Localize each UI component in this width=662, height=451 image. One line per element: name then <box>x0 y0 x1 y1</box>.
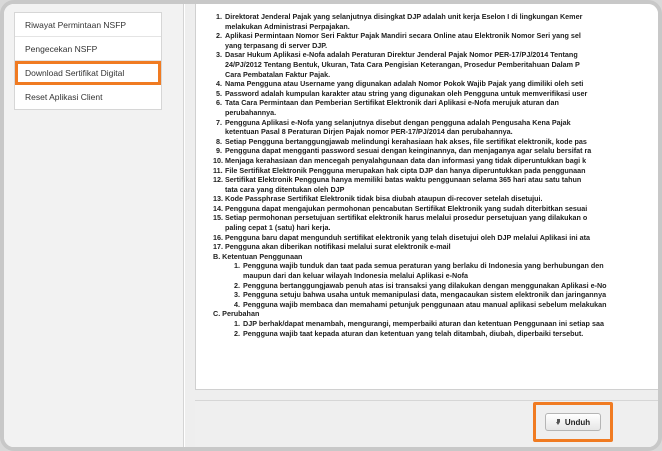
sidebar <box>4 4 184 451</box>
download-icon <box>556 419 561 425</box>
sidebar-item-reset-aplikasi-client[interactable]: Reset Aplikasi Client <box>25 92 103 102</box>
terms-line-text: 24/PJ/2012 Tentang Bentuk, Ukuran, Tata Cara Pengisian Keterangan, Prosedur Pemberitahuan Dalam P <box>225 59 580 69</box>
terms-line-text: Pengguna dapat mengajukan permohonan pencabutan Sertifikat Elektronik yang sudah diterbitkan sesuai <box>225 203 588 213</box>
section-heading <box>213 309 662 319</box>
terms-line-text: perubahannya. <box>225 107 277 117</box>
terms-line-text: Pengguna Aplikasi e-Nofa yang selanjutnya disebut dengan pengguna adalah Pengusaha Kena Pajak <box>225 117 571 127</box>
terms-line <box>213 70 662 80</box>
sidebar-item-pengecekan-nsfp[interactable]: Pengecekan NSFP <box>15 37 161 61</box>
terms-line <box>213 194 662 204</box>
terms-line <box>213 118 662 128</box>
terms-line-text: Tata Cara Permintaan dan Pemberian Sertifikat Elektronik dari Aplikasi e-Nofa merujuk aturan dan <box>225 98 559 108</box>
terms-line-text: Menjaga kerahasiaan dan mencegah penyalahgunaan data dan informasi yang tidak diperuntukkan bagi k <box>225 155 587 165</box>
terms-line-text: Pengguna baru dapat mengunduh sertifikat elektronik yang telah disetujui oleh DJP melalui Aplikasi ini ata <box>225 232 591 242</box>
terms-line-number: 17. <box>213 242 223 252</box>
terms-line-number: 14. <box>213 203 223 213</box>
terms-line-text: Sertifikat Elektronik Pengguna hanya memiliki batas waktu penggunaan selama 365 hari atau satu tahun <box>225 175 582 185</box>
terms-line-number: 16. <box>213 232 223 242</box>
terms-line-text: Dasar Hukum Aplikasi e-Nofa adalah Peraturan Direktur Jenderal Pajak Nomor PER-17/PJ/2014 Tentang <box>225 50 578 60</box>
terms-line-text: Direktorat Jenderal Pajak yang selanjutnya disingkat DJP adalah unit kerja Eselon I di lingkungan Kemer <box>225 12 583 21</box>
terms-line <box>213 261 662 271</box>
terms-line <box>213 290 662 300</box>
terms-line-number: 7. <box>216 117 222 127</box>
terms-line-text: melakukan Administrasi Perpajakan. <box>225 21 350 31</box>
terms-line-text: Pengguna bertanggungjawab penuh atas isi transaksi yang dilakukan dengan menggunakan Aplikasi e-No <box>243 280 607 290</box>
sidebar-menu <box>14 12 162 110</box>
terms-line-number: 2. <box>234 328 240 338</box>
download-button-highlight <box>533 402 613 442</box>
terms-line-number: 4. <box>234 299 240 309</box>
terms-line-number: 2. <box>216 31 222 41</box>
terms-line-text: Nama Pengguna atau Username yang digunakan adalah Nomor Pokok Wajib Pajak yang dimiliki oleh seti <box>225 79 584 89</box>
terms-line <box>213 60 662 70</box>
terms-line-number: 4. <box>216 79 222 89</box>
terms-line <box>213 213 662 223</box>
terms-line <box>213 223 662 233</box>
terms-line <box>213 281 662 291</box>
terms-line <box>213 319 662 329</box>
terms-line <box>213 108 662 118</box>
terms-line-number: 10. <box>213 155 223 165</box>
terms-line-number: 8. <box>216 136 222 146</box>
terms-line <box>213 50 662 60</box>
terms-line-number: 9. <box>216 146 222 156</box>
terms-line <box>213 166 662 176</box>
terms-line <box>213 242 662 252</box>
terms-line-text: ketentuan Pasal 8 Peraturan Dirjen Pajak nomor PER-17/PJ/2014 dan perubahannya. <box>225 127 513 137</box>
download-button[interactable] <box>545 413 601 431</box>
terms-line-text: Pengguna wajib membaca dan memahami petunjuk penggunaan atau manual aplikasi sebelum melakukan <box>243 299 607 309</box>
terms-line <box>213 79 662 89</box>
terms-line-number: 6. <box>216 98 222 108</box>
terms-line-text: tata cara yang ditentukan oleh DJP <box>225 184 345 194</box>
terms-line-text: Setiap permohonan persetujuan sertifikat elektronik harus melalui prosedur persetujuan yang dilakukan o <box>225 213 588 223</box>
download-button-label: Unduh <box>564 417 591 427</box>
terms-line-text: Pengguna dapat mengganti password sesuai dengan keinginannya, dan menjaganya agar selalu bersifat ra <box>225 146 592 156</box>
terms-line-text: maupun dari dan keluar wilayah Indonesia melalui Aplikasi e-Nofa <box>243 271 469 281</box>
terms-line-text: yang terpasang di server DJP. <box>225 40 328 50</box>
terms-line <box>213 233 662 243</box>
terms-line-text: Pengguna wajib tunduk dan taat pada semua peraturan yang berlaku di Indonesia yang berhubungan den <box>243 261 604 271</box>
terms-line-text: Pengguna wajib taat kepada aturan dan ketentuan yang telah ditambah, diubah, diperbaiki tersebut. <box>243 328 584 338</box>
terms-line-text: Aplikasi Permintaan Nomor Seri Faktur Pajak Mandiri secara Online atau Elektronik Nomor Seri yang sel <box>225 31 581 41</box>
section-heading <box>213 252 662 262</box>
terms-line <box>213 156 662 166</box>
terms-line <box>213 127 662 137</box>
terms-line-text: Setiap Pengguna bertanggungjawab melindungi kerahasiaan hak akses, file sertifikat elektronik, kode pas <box>225 136 587 146</box>
terms-line-number: 3. <box>234 290 240 300</box>
terms-line-text: DJP berhak/dapat menambah, mengurangi, memperbaiki aturan dan ketentuan Penggunaan ini setiap saa <box>243 319 604 328</box>
terms-line <box>213 185 662 195</box>
terms-line-number: 12. <box>213 175 223 185</box>
terms-line-number: 1. <box>234 319 240 328</box>
terms-line <box>213 146 662 156</box>
terms-line-number: 2. <box>234 280 240 290</box>
terms-line <box>213 41 662 51</box>
terms-line <box>213 300 662 310</box>
terms-line-text: Pengguna setuju bahwa usaha untuk memanipulasi data, mengacaukan sistem elektronik dan jaringannya <box>243 290 607 300</box>
terms-panel <box>195 4 662 390</box>
terms-line-number: 11. <box>213 165 223 175</box>
terms-line-number: 13. <box>213 194 223 204</box>
terms-line-number: 1. <box>234 261 240 271</box>
terms-line-number: 15. <box>213 213 223 223</box>
terms-line-number: 1. <box>216 12 222 21</box>
terms-line-number: 5. <box>216 88 222 98</box>
terms-line-text: Pengguna akan diberikan notifikasi melalui surat elektronik e-mail <box>225 242 451 252</box>
terms-line <box>213 98 662 108</box>
terms-line <box>213 22 662 32</box>
terms-line-text: B. Ketentuan Penggunaan <box>213 251 303 261</box>
sidebar-item-riwayat-permintaan-nsfp[interactable]: Riwayat Permintaan NSFP <box>15 13 161 37</box>
terms-line-text: C. Perubahan <box>213 309 260 319</box>
terms-line-text: Kode Passphrase Sertifikat Elektronik tidak bisa diubah ataupun di-recover setelah disetujui. <box>225 194 543 204</box>
sidebar-item-download-sertifikat-digital[interactable]: Download Sertifikat Digital <box>15 61 161 85</box>
terms-line <box>213 89 662 99</box>
terms-line <box>213 137 662 147</box>
terms-line <box>213 204 662 214</box>
terms-line-text: File Sertifikat Elektronik Pengguna merupakan hak cipta DJP dan hanya diperuntukkan pada penggunaan <box>225 165 586 175</box>
terms-text <box>213 12 662 338</box>
terms-line <box>213 175 662 185</box>
terms-line-text: Cara Pembatalan Faktur Pajak. <box>225 69 331 79</box>
terms-line-number: 3. <box>216 50 222 60</box>
terms-line <box>213 271 662 281</box>
terms-line-text: paling cepat 1 (satu) hari kerja. <box>225 223 331 233</box>
terms-line <box>213 12 662 22</box>
terms-line-text: Password adalah kumpulan karakter atau string yang digunakan oleh Pengguna untuk memverifikasi user <box>225 88 588 98</box>
terms-line <box>213 31 662 41</box>
terms-line <box>213 329 662 339</box>
